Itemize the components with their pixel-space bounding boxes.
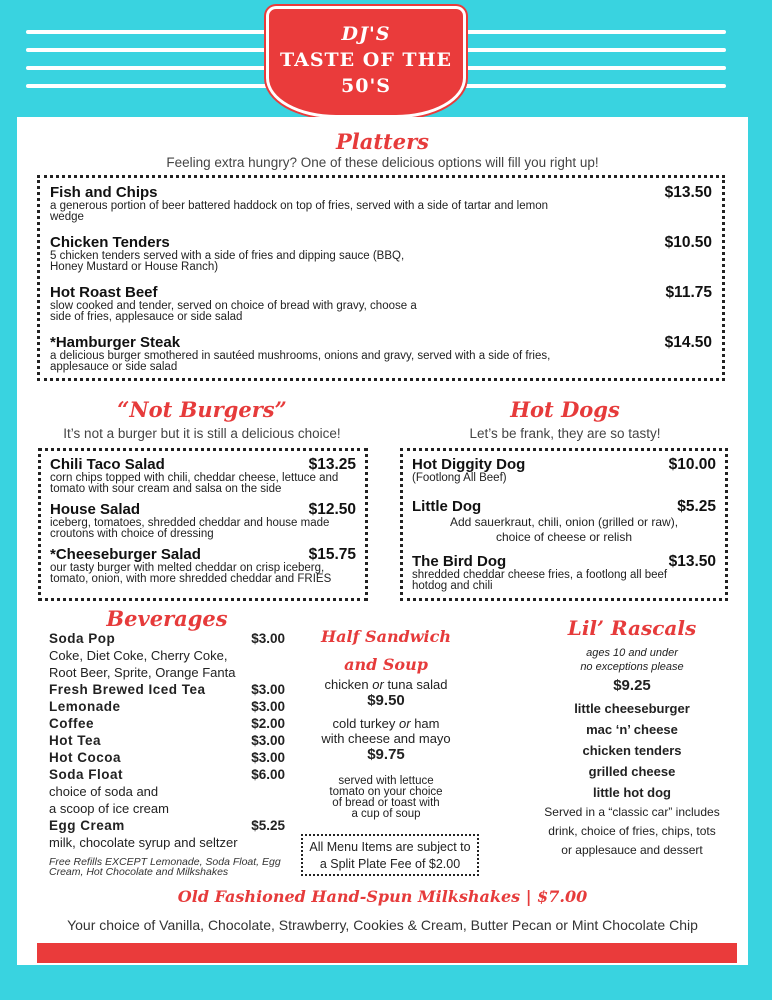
item-description: a delicious burger smothered in sautéed mushrooms, onions and gravy, served with a side of fries, applesauce or side salad: [50, 350, 551, 373]
item-name: Fresh Brewed Iced Tea: [49, 682, 206, 697]
not-burgers-title: “Not Burgers”: [117, 397, 287, 422]
item-price: $6.00: [251, 767, 285, 782]
hot-dogs-title: Hot Dogs: [510, 397, 620, 422]
menu-page: [17, 117, 748, 965]
not-burger-item: [50, 501, 356, 540]
item-price: $13.50: [664, 184, 712, 201]
beverage-item: [49, 630, 285, 647]
option-text: chicken: [324, 677, 369, 692]
item-name: Soda Pop: [49, 631, 116, 646]
item-name: House Salad: [50, 501, 141, 518]
logo-badge: [266, 6, 466, 118]
half-sandwich-title: [300, 623, 472, 679]
kids-item: grilled cheese: [588, 764, 676, 779]
half-sandwich-section: [300, 677, 472, 820]
item-name: Chili Taco Salad: [50, 456, 165, 473]
item-description: iceberg, tomatoes, shredded cheddar and house made croutons with choice of dressing: [50, 517, 330, 540]
option-text: ham: [414, 716, 440, 731]
item-name: Lemonade: [49, 699, 121, 714]
platter-item: [50, 334, 712, 373]
kids-item: chicken tenders: [582, 743, 682, 758]
item-price: $10.50: [664, 234, 712, 251]
item-price: $3.00: [251, 682, 285, 697]
kids-served-note: Served in a “classic car” includes drink, choice of fries, chips, tots or applesauce and dessert: [544, 805, 720, 857]
option-2-detail: with cheese and mayo: [321, 731, 451, 746]
item-name: *Hamburger Steak: [50, 334, 181, 351]
half-sandwich-title-line-2: and Soup: [344, 655, 428, 674]
beverages-title: Beverages: [106, 606, 228, 631]
item-description: corn chips topped with chili, cheddar cheese, lettuce and tomato with sour cream and salsa on the side: [50, 472, 339, 495]
option-text: cold turkey: [332, 716, 396, 731]
item-description: milk, chocolate syrup and seltzer: [49, 835, 238, 850]
lil-rascals-section: [522, 646, 742, 860]
option-or: or: [372, 677, 384, 692]
item-price: $3.00: [251, 699, 285, 714]
item-price: $3.00: [251, 631, 285, 646]
platter-item: [50, 184, 712, 223]
platters-box: [37, 175, 725, 381]
ages-note: ages 10 and under: [586, 647, 678, 659]
option-or: or: [399, 716, 411, 731]
platters-title: Platters: [335, 129, 430, 154]
beverage-item: [49, 749, 285, 766]
not-burger-item: [50, 456, 356, 495]
hot-dog-item: [412, 456, 716, 484]
logo-line-3: 50'S: [341, 75, 391, 97]
item-price: $3.00: [251, 750, 285, 765]
item-name: Coffee: [49, 716, 95, 731]
footer-bar: [37, 943, 737, 963]
beverage-item: [49, 732, 285, 749]
item-name: Hot Cocoa: [49, 750, 121, 765]
item-name: Fish and Chips: [50, 184, 158, 201]
item-price: $5.25: [251, 818, 285, 833]
item-price: $11.75: [665, 284, 712, 301]
hot-dogs-subtitle: Let’s be frank, they are so tasty!: [469, 426, 661, 441]
item-price: $14.50: [664, 334, 712, 351]
not-burgers-subtitle: It’s not a burger but it is still a delicious choice!: [63, 426, 341, 441]
item-description: (Footlong All Beef): [412, 472, 507, 484]
lil-rascals-price: $9.25: [613, 677, 651, 694]
option-2-price: $9.75: [367, 746, 405, 763]
kids-item: mac ‘n’ cheese: [586, 722, 678, 737]
kids-item: little cheeseburger: [574, 701, 690, 716]
logo-line-1: DJ'S: [341, 23, 391, 45]
item-description: slow cooked and tender, served on choice of bread with gravy, choose a side of fries, applesauce or side salad: [50, 300, 417, 323]
item-name: *Cheeseburger Salad: [50, 546, 201, 563]
beverage-item: [49, 766, 285, 783]
item-description: Add sauerkraut, chili, onion (grilled or raw), choice of cheese or relish: [449, 515, 679, 544]
item-description: a scoop of ice cream: [49, 801, 169, 816]
item-description: our tasty burger with melted cheddar on crisp iceberg, tomato, onion, with more shredded cheddar and FRIES: [50, 562, 332, 585]
served-note: served with lettuce tomato on your choice of bread or toast with a cup of soup: [329, 775, 443, 820]
kids-item: little hot dog: [593, 785, 671, 800]
item-name: Little Dog: [412, 498, 482, 515]
hot-dogs-box: [400, 448, 728, 601]
item-description: shredded cheddar cheese fries, a footlong all beef hotdog and chili: [412, 569, 668, 592]
platter-item: [50, 284, 712, 323]
logo-line-2: TASTE OF THE: [279, 49, 453, 71]
item-price: $3.00: [251, 733, 285, 748]
item-name: Soda Float: [49, 767, 124, 782]
item-name: Hot Roast Beef: [50, 284, 158, 301]
item-price: $13.25: [308, 456, 356, 473]
item-name: Egg Cream: [49, 818, 125, 833]
item-price: $15.75: [308, 546, 356, 563]
option-1: [300, 677, 472, 692]
item-price: $10.00: [668, 456, 716, 473]
item-price: $13.50: [668, 553, 716, 570]
beverage-item: [49, 681, 285, 698]
beverages-section: [49, 630, 285, 877]
milkshakes-flavors: Your choice of Vanilla, Chocolate, Strawberry, Cookies & Cream, Butter Pecan or Mint Chocolate Chip: [67, 917, 698, 933]
half-sandwich-title-line-1: Half Sandwich: [321, 627, 451, 646]
beverage-item: [49, 715, 285, 732]
option-text: tuna salad: [387, 677, 448, 692]
split-plate-text: All Menu Items are subject to a Split Plate Fee of $2.00: [309, 840, 471, 871]
item-description: 5 chicken tenders served with a side of fries and dipping sauce (BBQ, Honey Mustard or House Ranch): [50, 250, 405, 273]
beverage-item: [49, 698, 285, 715]
item-price: $12.50: [308, 501, 356, 518]
item-name: Hot Tea: [49, 733, 102, 748]
item-name: Chicken Tenders: [50, 234, 170, 251]
lil-rascals-title: Lil’ Rascals: [567, 616, 697, 640]
hot-dog-item: [412, 553, 716, 592]
item-price: $5.25: [677, 498, 716, 515]
refill-note: Free Refills EXCEPT Lemonade, Soda Float, Egg Cream, Hot Chocolate and Milkshakes: [49, 856, 281, 878]
item-description: choice of soda and: [49, 784, 159, 799]
exceptions-note: no exceptions please: [580, 661, 684, 673]
item-description: Coke, Diet Coke, Cherry Coke, Root Beer, Sprite, Orange Fanta: [49, 648, 236, 680]
platter-item: [50, 234, 712, 273]
item-price: $2.00: [251, 716, 285, 731]
item-description: a generous portion of beer battered haddock on top of fries, served with a side of tartar and lemon wedge: [50, 200, 548, 223]
option-1-price: $9.50: [367, 692, 405, 709]
beverage-item: [49, 817, 285, 834]
item-name: The Bird Dog: [412, 553, 507, 570]
split-plate-note: [301, 834, 479, 876]
item-name: Hot Diggity Dog: [412, 456, 526, 473]
hot-dog-item: [412, 498, 716, 545]
milkshakes-title: Old Fashioned Hand-Spun Milkshakes | $7.00: [177, 887, 588, 906]
not-burger-item: [50, 546, 356, 585]
option-2: [300, 716, 472, 731]
not-burgers-box: [38, 448, 368, 601]
platters-subtitle: Feeling extra hungry? One of these delicious options will fill you right up!: [166, 155, 599, 170]
